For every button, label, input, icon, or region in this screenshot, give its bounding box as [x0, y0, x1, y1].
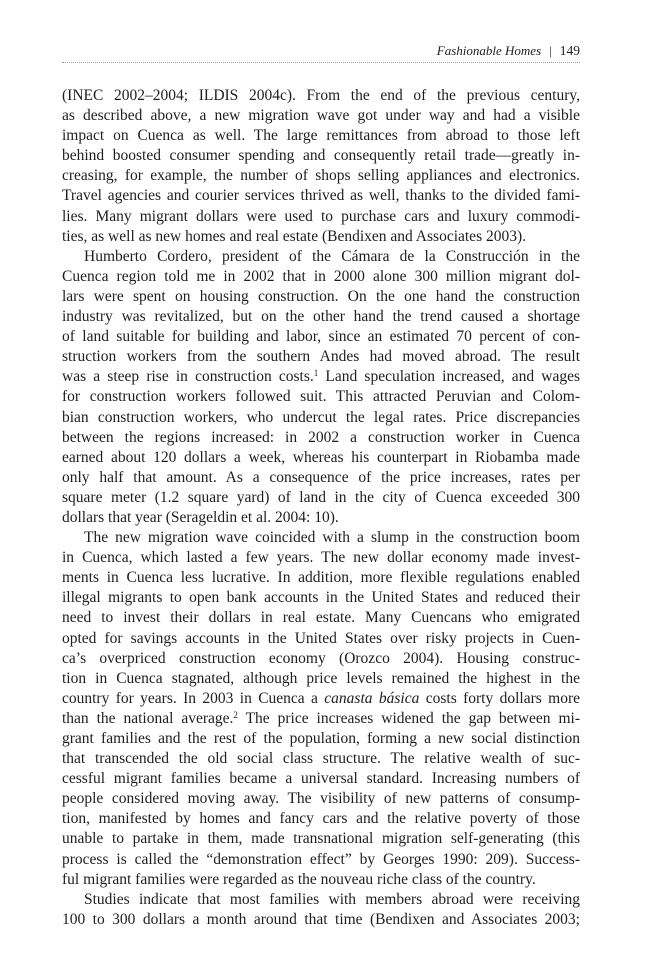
- text-line: only half that amount. As a consequence of the price increases, rates per: [62, 468, 580, 486]
- text-line: as described above, a new migration wave got under way and had a visible: [62, 107, 580, 125]
- text-line: ments in Cuenca less lucrative. In addition, more flexible regulations enabled: [62, 569, 580, 587]
- text-line: was a steep rise in construction costs.$^1$ Land speculation increased, and wages: [62, 368, 581, 386]
- paragraph-start-line: Humberto Cordero, president of the Cámara de la Construcción in the: [84, 247, 580, 265]
- paragraph-start-line: The new migration wave coincided with a slump in the construction boom: [84, 529, 580, 547]
- text-line: behind boosted consumer spending and consequently retail trade—greatly in-: [62, 147, 580, 165]
- header-rule: [62, 62, 580, 63]
- text-line: between the regions increased: in 2002 a construction worker in Cuenca: [62, 428, 580, 446]
- text-line: tion, manifested by homes and fancy cars and the relative poverty of those: [62, 810, 580, 828]
- body-text: [62, 86, 580, 930]
- running-title: Fashionable Homes: [436, 43, 542, 58]
- text-line: tion in Cuenca stagnated, although price levels remained the highest in the: [62, 669, 580, 687]
- text-line: process is called the “demonstration effect” by Georges 1990: 209). Success-: [62, 850, 580, 868]
- text-line: in Cuenca, which lasted a few years. The new dollar economy made invest-: [62, 549, 580, 567]
- italic-term: canasta básica: [324, 689, 420, 707]
- page-number: 149: [559, 43, 580, 58]
- text-line: creasing, for example, the number of shops selling appliances and electronics.: [62, 167, 580, 185]
- footnote-ref-1: 1: [313, 368, 319, 379]
- text-line: country for years. In 2003 in Cuenca a canasta básica costs forty dollars more: [62, 689, 581, 707]
- text-line: lies. Many migrant dollars were used to purchase cars and luxury commodi-: [62, 207, 580, 225]
- text-line: Travel agencies and courier services thrived as well, thanks to the divided fami-: [62, 187, 580, 205]
- text-line: unable to partake in them, made transnational migration self-generating (this: [62, 830, 580, 848]
- text-line: (INEC 2002–2004; ILDIS 2004c). From the end of the previous century,: [62, 87, 580, 104]
- text-line: ties, as well as new homes and real estate (Bendixen and Associates 2003).: [62, 227, 527, 245]
- text-line: square meter (1.2 square yard) of land in the city of Cuenca exceeded 300: [62, 488, 580, 506]
- text-line: lars were spent on housing construction. On the one hand the construction: [62, 287, 580, 305]
- text-line: of land suitable for building and labor, since an estimated 70 percent of con-: [62, 328, 580, 346]
- text-line: that transcended the old social class structure. The relative wealth of suc-: [62, 750, 580, 768]
- text-line: for construction workers followed suit. This attracted Peruvian and Colom-: [62, 388, 580, 406]
- text-line: ca’s overpriced construction economy (Orozco 2004). Housing construc-: [62, 649, 580, 667]
- text-line: need to invest their dollars in real estate. Many Cuencans who emigrated: [62, 609, 580, 627]
- text-line: struction workers from the southern Andes had moved abroad. The result: [62, 348, 580, 366]
- text-line: ful migrant families were regarded as the nouveau riche class of the country.: [62, 870, 536, 888]
- text-line: than the national average.$^2$ The price increases widened the gap between mi-: [62, 709, 580, 727]
- text-line: people considered moving away. The visibility of new patterns of consump-: [62, 790, 580, 808]
- text-line: bian construction workers, who undercut the legal rates. Price discrepancies: [62, 408, 580, 426]
- text-line: Cuenca region told me in 2002 that in 2000 alone 300 million migrant dol-: [62, 267, 580, 285]
- text-line: industry was revitalized, but on the other hand the trend caused a shortage: [62, 308, 580, 326]
- text-line: opted for savings accounts in the United States over risky projects in Cuen-: [62, 629, 580, 647]
- text-line: illegal migrants to open bank accounts in the United States and reduced their: [62, 589, 580, 607]
- footnote-ref-2: 2: [233, 709, 238, 720]
- text-line: grant families and the rest of the population, forming a new social distinction: [62, 730, 580, 747]
- paragraph-start-line: Studies indicate that most families with members abroad were receiving: [84, 890, 580, 908]
- running-separator: |: [549, 43, 552, 58]
- text-line: impact on Cuenca as well. The large remittances from abroad to those left: [62, 127, 580, 145]
- text-line: earned about 120 dollars a week, whereas his counterpart in Riobamba made: [62, 448, 580, 466]
- text-line: dollars that year (Serageldin et al. 2004: 10).: [62, 508, 339, 526]
- text-line: cessful migrant families became a universal standard. Increasing numbers of: [62, 770, 580, 788]
- text-line: 100 to 300 dollars a month around that time (Bendixen and Associates 2003;: [62, 910, 580, 928]
- running-head: [62, 40, 580, 62]
